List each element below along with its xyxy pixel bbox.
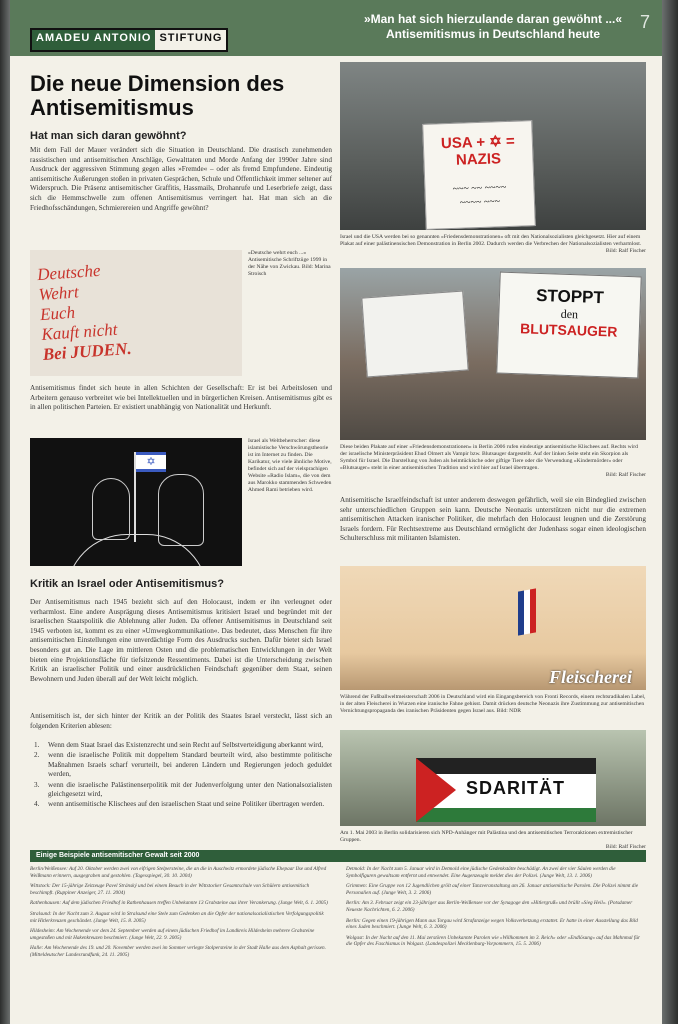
- violence-heading: Einige Beispiele antisemitischer Gewalt seit 2000: [36, 852, 200, 859]
- poster: [10, 0, 662, 1024]
- photo-1-caption: [340, 234, 646, 255]
- list-item: Rathenhausen: Auf dem jüdischen Friedhof in Rathenhausen treffen Unbekannte 13 Grabsteine aus ihrer Verankerung. (Junge Welt, 6. 1. 2005): [30, 900, 328, 907]
- list-item: Wittstock: Der 15-jährige Zeitzeuge Pavel Stránský und bei einem Besuch in der Wittstocker Gesamtschule von Schülern antisemitisch beschimpft. (Ruppiner Anzeiger, 27. 11. 2004): [30, 883, 310, 896]
- photo-4-caption: [340, 830, 646, 851]
- photo-3-credit: Bild: NDR: [496, 708, 521, 714]
- header-bar: [10, 0, 662, 56]
- list-item: 3. wenn die israelische Palästinenserpolitik mit der Judenverfolgung unter den Nationalsozialisten gleichgesetzt wird,: [34, 780, 332, 799]
- protest-photo-2: [340, 268, 646, 440]
- intro-text: Mit dem Fall der Mauer verändert sich die Situation in Deutschland. Die drastisch zunehmenden rassistischen und antisemitischen Anschläge, Gewalttaten und Morde Anfang der 1990er Jahre sind Ausdruck der aggressiven Stimmung gegen alles »Fremde« – oder als fremd Empfundene. Eindeutig antisemitische Äußerungen stoßen in privaten Gesprächen, Schule und Öffentlichkeit immer seltener auf Widerspruch. Die Präsenz antisemitischer Graffitis, Hassmails, Drohanrufe und Leserbriefe zeigt, dass sich die Hemmschwelle zum offenen Antisemitismus verringert hat. Hat man sich an die Friedhofsschändungen, Schmierereien und Angriffe gewöhnt?: [30, 146, 332, 212]
- list-item: Stralsund: In der Nacht zum 3. August wird in Stralsund eine Stele zum Gedenken an die Opfer der nationalsozialistischen Verfolgungspolitik mit Hitlerkreuzen geschändet. (Junge Welt, 15. 8. 2005): [30, 910, 324, 924]
- page-number: 7: [639, 12, 650, 32]
- cartoon-image: [30, 438, 242, 566]
- arabic-text-decoration: ~~~ ~~ ~~~~ ~~~~ ~~~: [452, 182, 507, 209]
- building-photo: [340, 566, 646, 690]
- list-item: 4. wenn antisemitische Klischees auf den israelischen Staat und seine Politiker übertragen werden.: [34, 800, 325, 809]
- sign-blutsauger: BLUTSAUGER: [519, 320, 618, 340]
- photo-2-caption-text: Diese beiden Plakate auf einer »Friedensdemonstrationen« in Berlin 2006 rufen eindeutige antisemitische Klischees auf. Rechts wird der israelische Ministerpräsident Ehud Olmert als Vampir bzw. Blutsauger dargestellt. Auf der linken Seite steht ein Skorpion als Symbol für Israel. Die Darstellung von Juden als heimtückische oder giftige Tiere oder die Verwendung »Kindermörder« oder »Blutsauger« steht in einer antisemitischen Tradition und wird hier auf Israel übertragen.: [340, 444, 638, 471]
- graffiti-line-4: Kauft nicht: [40, 319, 118, 345]
- photo-4-credit: Bild: Ralf Fischer: [605, 844, 646, 850]
- graffiti-credit: Bild: Marina Stroisch: [248, 264, 331, 277]
- board-edge-right: [662, 0, 678, 1024]
- society-text: Antisemitismus findet sich heute in allen Schichten der Gesellschaft: Er ist bei Arbeitslosen und Arbeitern genauso verbreitet wie bei Intellektuellen und in bürgerlichen Kreisen. Antisemitismus gibt es in allen politischen Parteien. Er existiert unabhängig von Nationalität und Herkunft.: [30, 384, 332, 412]
- iran-flag-icon: [518, 588, 536, 635]
- criticism-text: Der Antisemitismus nach 1945 bezieht sich auf den Holocaust, indem er ihn verleugnet oder verharmlost. Eine andere Ausprägung dieses Antisemitismus kritisiert Israel und begründet mit der israelischen Staatspolitik die Ablehnung aller Juden. Da offener Antisemitismus in Deutschland seit 1945 verboten ist, kommt es zu einer »Umwegkommunikation«. Das bedeutet, dass Menschen für ihre antisemitischen Einstellungen eine unverdächtige Form des Ausdrucks suchen. Dafür bietet sich Israel besonders gut an. Die Lage im mittleren Osten und die problematischen Entwicklungen in der Welt bieten eine Projektionsfläche für tiefsitzende Ressentiments. Dabei ist die Unterscheidung zwischen Kritik an israelischer Politik und einer ausdrücklichen Feindschaft gegenüber dem Staat, seinen Bewohnern und Juden überall auf der Welt leicht möglich.: [30, 598, 332, 683]
- criteria-intro: Antisemitisch ist, der sich hinter der Kritik an der Politik des Staates Israel versteckt, lässt sich an folgenden Kriterien ablesen:: [30, 712, 332, 730]
- photo-4-caption-text: Am 1. Mai 2003 in Berlin solidarisieren sich NPD-Anhänger mit Palästina und den antisemitischen Terroraktionen extremistischer Gruppen.: [340, 830, 633, 843]
- logo-part-1: AMADEU ANTONIO: [32, 30, 155, 50]
- photo-3-caption-text: Während der Fußballweltmeisterschaft 2006 in Deutschland wird ein Eingangsbereich von Fronti Records, einem rechtsradikalen Label, in der alten Fleischerei in Wurzen eine iranische Fahne gehisst. Damit drücken deutsche Neonazis ihre Zustimmung zur antisemitischen Vernichtungspropaganda des iranischen Präsidenten gegen Israel aus.: [340, 694, 646, 714]
- graffiti-line-3: Euch: [39, 302, 76, 325]
- right-column-text: Antisemitische Israelfeindschaft ist unter anderem deswegen gefährlich, weil sie ein Bindeglied zwischen sehr unterschiedlichen Gruppen sein kann. Deutsche Neonazis unterstützen nicht nur die extremen antisemitischen Attacken iranischer Politiker, die mehrfach den Holocaust leugnen und die Zerstörung Israels fordern. Für Rechtsextreme aus Deutschland ermöglicht der Judenhass sogar einen ideologischen Schulterschluss mit militanten Islamisten.: [340, 496, 646, 543]
- photo-1-caption-text: Israel und die USA werden bei so genannten »Friedensdemonstrationen« oft mit den Nationalsozialisten gleichgesetzt. Hier auf einem Plakat auf einer palästinensischen Demonstration in Berlin 2002. Dadurch werden die Verbrechen der Nationalsozialisten verharmlost.: [340, 234, 642, 247]
- list-item: Wolgast: In der Nacht auf den 11. Mai zerstören Unbekannte Parolen wie »Willkommen im 3. Reich« oder »Endlösung« auf das Mahnmal für die Opfer des Faschismus in Wolgast. (Landespolizei Mecklenburg-Vorpommern, 15. 5. 2006): [346, 934, 640, 948]
- list-item: Berlin: Gegen einen 19-jährigen Mann aus Torgau wird Strafanzeige wegen Volksverhetzung erstattet. Er hatte in einer Ausstellung das Bild eines Juden beschmiert. (Junge Welt, 6. 3. 2006): [346, 917, 638, 931]
- graffiti-caption: [248, 250, 334, 278]
- graffiti-line-5: Bei JUDEN.: [42, 338, 133, 364]
- cartoon-figure-left: [92, 478, 130, 540]
- list-item: 2. wenn die israelische Politik mit doppeltem Standard beurteilt wird, also bestimmte politische Maßnahmen Israels scharf verurteilt, bei anderen Ländern und Regierungen jedoch geduldet werden,: [34, 751, 332, 779]
- list-item: Detmold: In der Nacht zum 5. Januar wird in Detmold eine jüdische Gedenkstätte beschädigt. An zwei der vier Säulen werden die Symbolfiguren gewaltsam entfernt und entwendet. Eine Augenzeugin meldet dies der Polizei. (Junge Welt, 13. 1. 2006): [346, 866, 616, 879]
- subtitle-criticism: Kritik an Israel oder Antisemitismus?: [30, 578, 224, 590]
- photo-3-caption: [340, 694, 646, 715]
- header-quote: [364, 12, 622, 42]
- protest-photo-1: [340, 62, 646, 230]
- sign-den: den: [560, 306, 579, 322]
- protest-sign-bloodsucker: [496, 272, 641, 379]
- protest-sign-usa-text: USA + ✡ = NAZIS: [440, 132, 515, 169]
- graffiti-photo: [30, 250, 242, 376]
- list-item: Hildesheim: Am Wochenende vor dem 24. September werden auf einem jüdischen Friedhof im Landkreis Hildesheim mehrere Grabsteine umgestoßen und mit Hakenkreuzen beschmiert. (Junge Welt, 22. 9. 2005): [30, 928, 315, 941]
- list-item: Berlin/Weißensee: Auf 20. Oktober werden zwei von eifrigen Stelpersteine, die an die in Auschwitz ermordete jüdische Ehepaar Ilse und Alfred Weißmann erinnern, ausgegraben und gestohlen. (Tagesspiegel, 30. 10. 2004): [30, 866, 327, 879]
- header-quote-line2: Antisemitismus in Deutschland heute: [385, 27, 600, 41]
- shop-sign: Fleischerei: [549, 667, 632, 687]
- page-title: Die neue Dimension des Antisemitismus: [30, 71, 285, 120]
- photo-2-credit: Bild: Ralf Fischer: [605, 472, 646, 478]
- photo-1-credit: Bild: Ralf Fischer: [605, 248, 646, 254]
- photo-2-caption: [340, 444, 646, 479]
- banner-text: SDARITÄT: [466, 778, 565, 798]
- logo-part-2: STIFTUNG: [155, 30, 226, 50]
- cartoon-caption: Israel als Weltbeherrscher: diese islamistische Verschwörungstheorie ist im Internet zu finden. Die Karikatur, wie viele ähnliche Motive, befindet sich auf der vielsprachigen Website »Radio Islam«, die von dem aus Marokko stammenden Schweden Ahmed Rami betrieben wird.: [248, 438, 332, 493]
- list-item: Halle: Am Wochenende des 19. und 20. November werden zwei im Sommer verlegte Stolpersteine in der Stadt Halle aus dem Asphalt gerissen. (Mitteldeutscher Landesrundfunk, 24. 11. 2005): [30, 945, 326, 958]
- graffiti-line-1: Deutsche: [36, 260, 102, 285]
- list-item: Berlin: Am 3. Februar zeigt ein 23-jähriger aus Berlin-Weißensee vor der Synagoge den »Hitlergruß« und brüllt »Sieg Heil«. (Potsdamer Neueste Nachrichten, 6. 2. 2006): [346, 900, 633, 913]
- violence-column-left: [30, 866, 330, 963]
- graffiti-caption-text: »Deutsche wehrt euch ...« Antisemitische Schriftzüge 1999 in der Nähe von Zwickau.: [248, 250, 328, 270]
- graffiti-line-2: Wehrt: [38, 282, 80, 305]
- header-quote-line1: »Man hat sich hierzulande daran gewöhnt ...«: [363, 12, 622, 26]
- rally-photo: [340, 730, 646, 826]
- criteria-list: [30, 741, 332, 811]
- protest-sign-usa: [422, 120, 536, 230]
- board-edge-left: [0, 0, 10, 1024]
- palestine-banner: [416, 758, 596, 822]
- sign-stoppt: STOPPT: [535, 285, 605, 308]
- graffiti-text: [37, 259, 133, 365]
- foundation-logo: [30, 28, 228, 52]
- list-item: Grimmen: Eine Gruppe von 12 Jugendlichen grölt auf einer Tanzveranstaltung am 26. Januar antisemitische Parolen. Die Polizei nimmt die Personalien auf. (Junge Welt, 3. 2. 2006): [346, 883, 639, 896]
- subtitle-habituation: Hat man sich daran gewöhnt?: [30, 130, 187, 142]
- israel-flag-icon: ✡: [136, 452, 166, 472]
- protest-sign-scorpion: [361, 291, 468, 378]
- violence-heading-bar: [30, 850, 646, 862]
- cartoon-figure-right: [158, 474, 204, 546]
- list-item: 1. Wenn dem Staat Israel das Existenzrecht und sein Recht auf Selbstverteidigung aberkannt wird,: [34, 741, 324, 749]
- violence-column-right: [346, 866, 646, 952]
